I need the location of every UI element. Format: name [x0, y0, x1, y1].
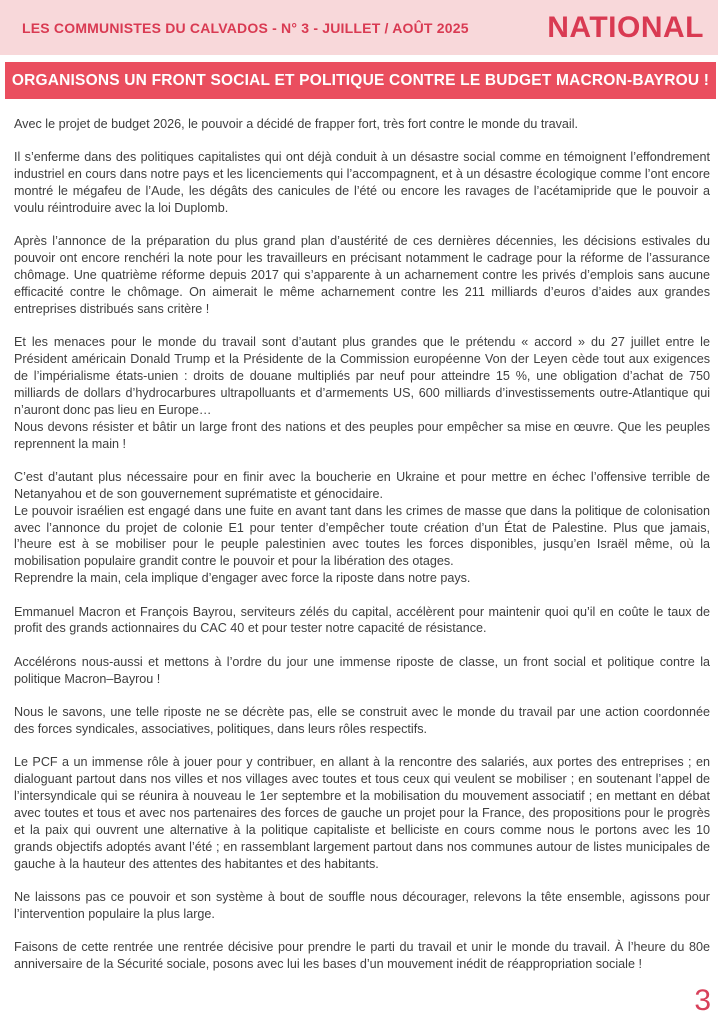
article-body: [0, 99, 724, 973]
paragraph: [14, 469, 710, 587]
paragraph-text: Il s’enferme dans des politiques capitalistes qui ont déjà conduit à un désastre social comme en témoignent l’effondrement industriel en cours dans notre pays et les licenciements qui l’accompagnent, et à un désastre écologique comme l’ont encore montré le mégafeu de l’Aude, les dégâts des canicules de l’été ou encore les ravages de l’acétamipride que le pouvoir a voulu réintroduire avec la loi Duplomb.: [14, 150, 710, 215]
paragraph-text: Nous devons résister et bâtir un large front des nations et des peuples pour empêcher sa mise en œuvre. Que les peuples reprennent la main !: [14, 419, 710, 451]
paragraph: [14, 704, 710, 738]
paragraph-text: Accélérons nous-aussi et mettons à l’ordre du jour une immense riposte de classe, un front social et politique contre la politique Macron–Bayrou !: [14, 654, 710, 686]
paragraph-text: C’est d’autant plus nécessaire pour en finir avec la boucherie en Ukraine et pour mettre en échec l’offensive terrible de Netanyahou et de son gouvernement suprématiste et génocidaire.: [14, 469, 710, 501]
paragraph-text: Et les menaces pour le monde du travail sont d’autant plus grandes que le prétendu « accord » du 27 juillet entre le Président américain Donald Trump et la Présidente de la Commission européenne Von der Leyen cède tout aux exigences de l’impérialisme états-unien : droits de douane multipliés par neuf pour atteindre 15 %, une obligation d’achat de 750 milliards de dollars d’hydrocarbures ultrapolluants et d’armements US, 600 milliards d’investissements outre-Atlantique qui n’auront donc pas lieu en Europe…: [14, 335, 710, 417]
paragraph: [14, 889, 710, 923]
paragraph: [14, 116, 710, 133]
paragraph-text: Reprendre la main, cela implique d’engager avec force la riposte dans notre pays.: [14, 571, 471, 586]
paragraph: [14, 754, 710, 872]
paragraph-text: Avec le projet de budget 2026, le pouvoir a décidé de frapper fort, très fort contre le monde du travail.: [14, 117, 579, 131]
edition-label: NATIONAL: [547, 10, 704, 44]
paragraph-text: Le PCF a un immense rôle à jouer pour y contribuer, en allant à la rencontre des salariés, aux portes des entreprises ; en dialoguant partout dans nos villes et nos villages avec toutes et tous ceux qui veulent se mobiliser ; en soutenant l’appel de l’intersyndicale qui se réunira à nouveau le 1er septembre et la mobilisation du mouvement associatif ; en mettant en débat avec toutes et tous et avec nos partenaires des forces de gauche un projet pour la France, des propositions pour le progrès et la paix qui ouvrent une alternative à la politique capitaliste et belliciste en cours comme nous le portons avec les 10 grands objectifs adoptés avant l’été ; en rassemblant largement partout dans nos communes autour de listes municipales de gauche à la hauteur des attentes des habitantes et des habitants.: [14, 755, 710, 871]
paragraph: [14, 334, 710, 452]
paragraph: [14, 604, 710, 638]
paragraph-text: Le pouvoir israélien est engagé dans une fuite en avant tant dans les crimes de masse que dans la politique de colonisation avec l’annonce du projet de colonie E1 pour tenter d’empêcher toute création d’un État de Palestine. Plus que jamais, l’heure est à se mobiliser pour le peuple palestinien avec toutes les forces disponibles, jusqu’en Israël même, où la mobilisation populaire grandit contre le pouvoir et pour la libération des otages.: [14, 503, 710, 569]
paragraph: [14, 939, 710, 973]
paragraph: [14, 654, 710, 688]
newsletter-title: LES COMMUNISTES DU CALVADOS - N° 3 - JUILLET / AOÛT 2025: [22, 19, 469, 36]
headline-banner: [5, 62, 716, 99]
headline-text: ORGANISONS UN FRONT SOCIAL ET POLITIQUE CONTRE LE BUDGET MACRON-BAYROU !: [11, 71, 710, 89]
header-strip: [0, 0, 718, 55]
paragraph-text: Faisons de cette rentrée une rentrée décisive pour prendre le parti du travail et unir le monde du travail. À l’heure du 80e anniversaire de la Sécurité sociale, posons avec lui les bases d’un mouvement inédit de réappropriation sociale !: [14, 940, 710, 971]
page-number: 3: [694, 984, 711, 1017]
paragraph: [14, 233, 710, 317]
paragraph: [14, 149, 710, 217]
paragraph-text: Nous le savons, une telle riposte ne se décrète pas, elle se construit avec le monde du travail par une action coordonnée des forces syndicales, associatives, politiques, dans leurs rôles respectifs.: [14, 705, 710, 736]
paragraph-text: Ne laissons pas ce pouvoir et son système à bout de souffle nous décourager, relevons la tête ensemble, agissons pour l’intervention populaire la plus large.: [14, 889, 710, 921]
paragraph-text: Après l’annonce de la préparation du plus grand plan d’austérité de ces dernières décennies, les décisions estivales du pouvoir ont encore renchéri la note pour les travailleurs en précisant notamment le cadrage pour la réforme de l’assurance chômage. Une quatrième réforme depuis 2017 qui s’apparente à un acharnement contre les privés d’emplois sans aucune efficacité contre le chômage. On aimerait le même acharnement contre les 211 milliards d’euros d’aides aux grandes entreprises distribués sans critère !: [14, 234, 710, 316]
paragraph-text: Emmanuel Macron et François Bayrou, serviteurs zélés du capital, accélèrent pour maintenir quoi qu’il en coûte le taux de profit des grands actionnaires du CAC 40 et pour tester notre capacité de résistance.: [14, 604, 710, 636]
